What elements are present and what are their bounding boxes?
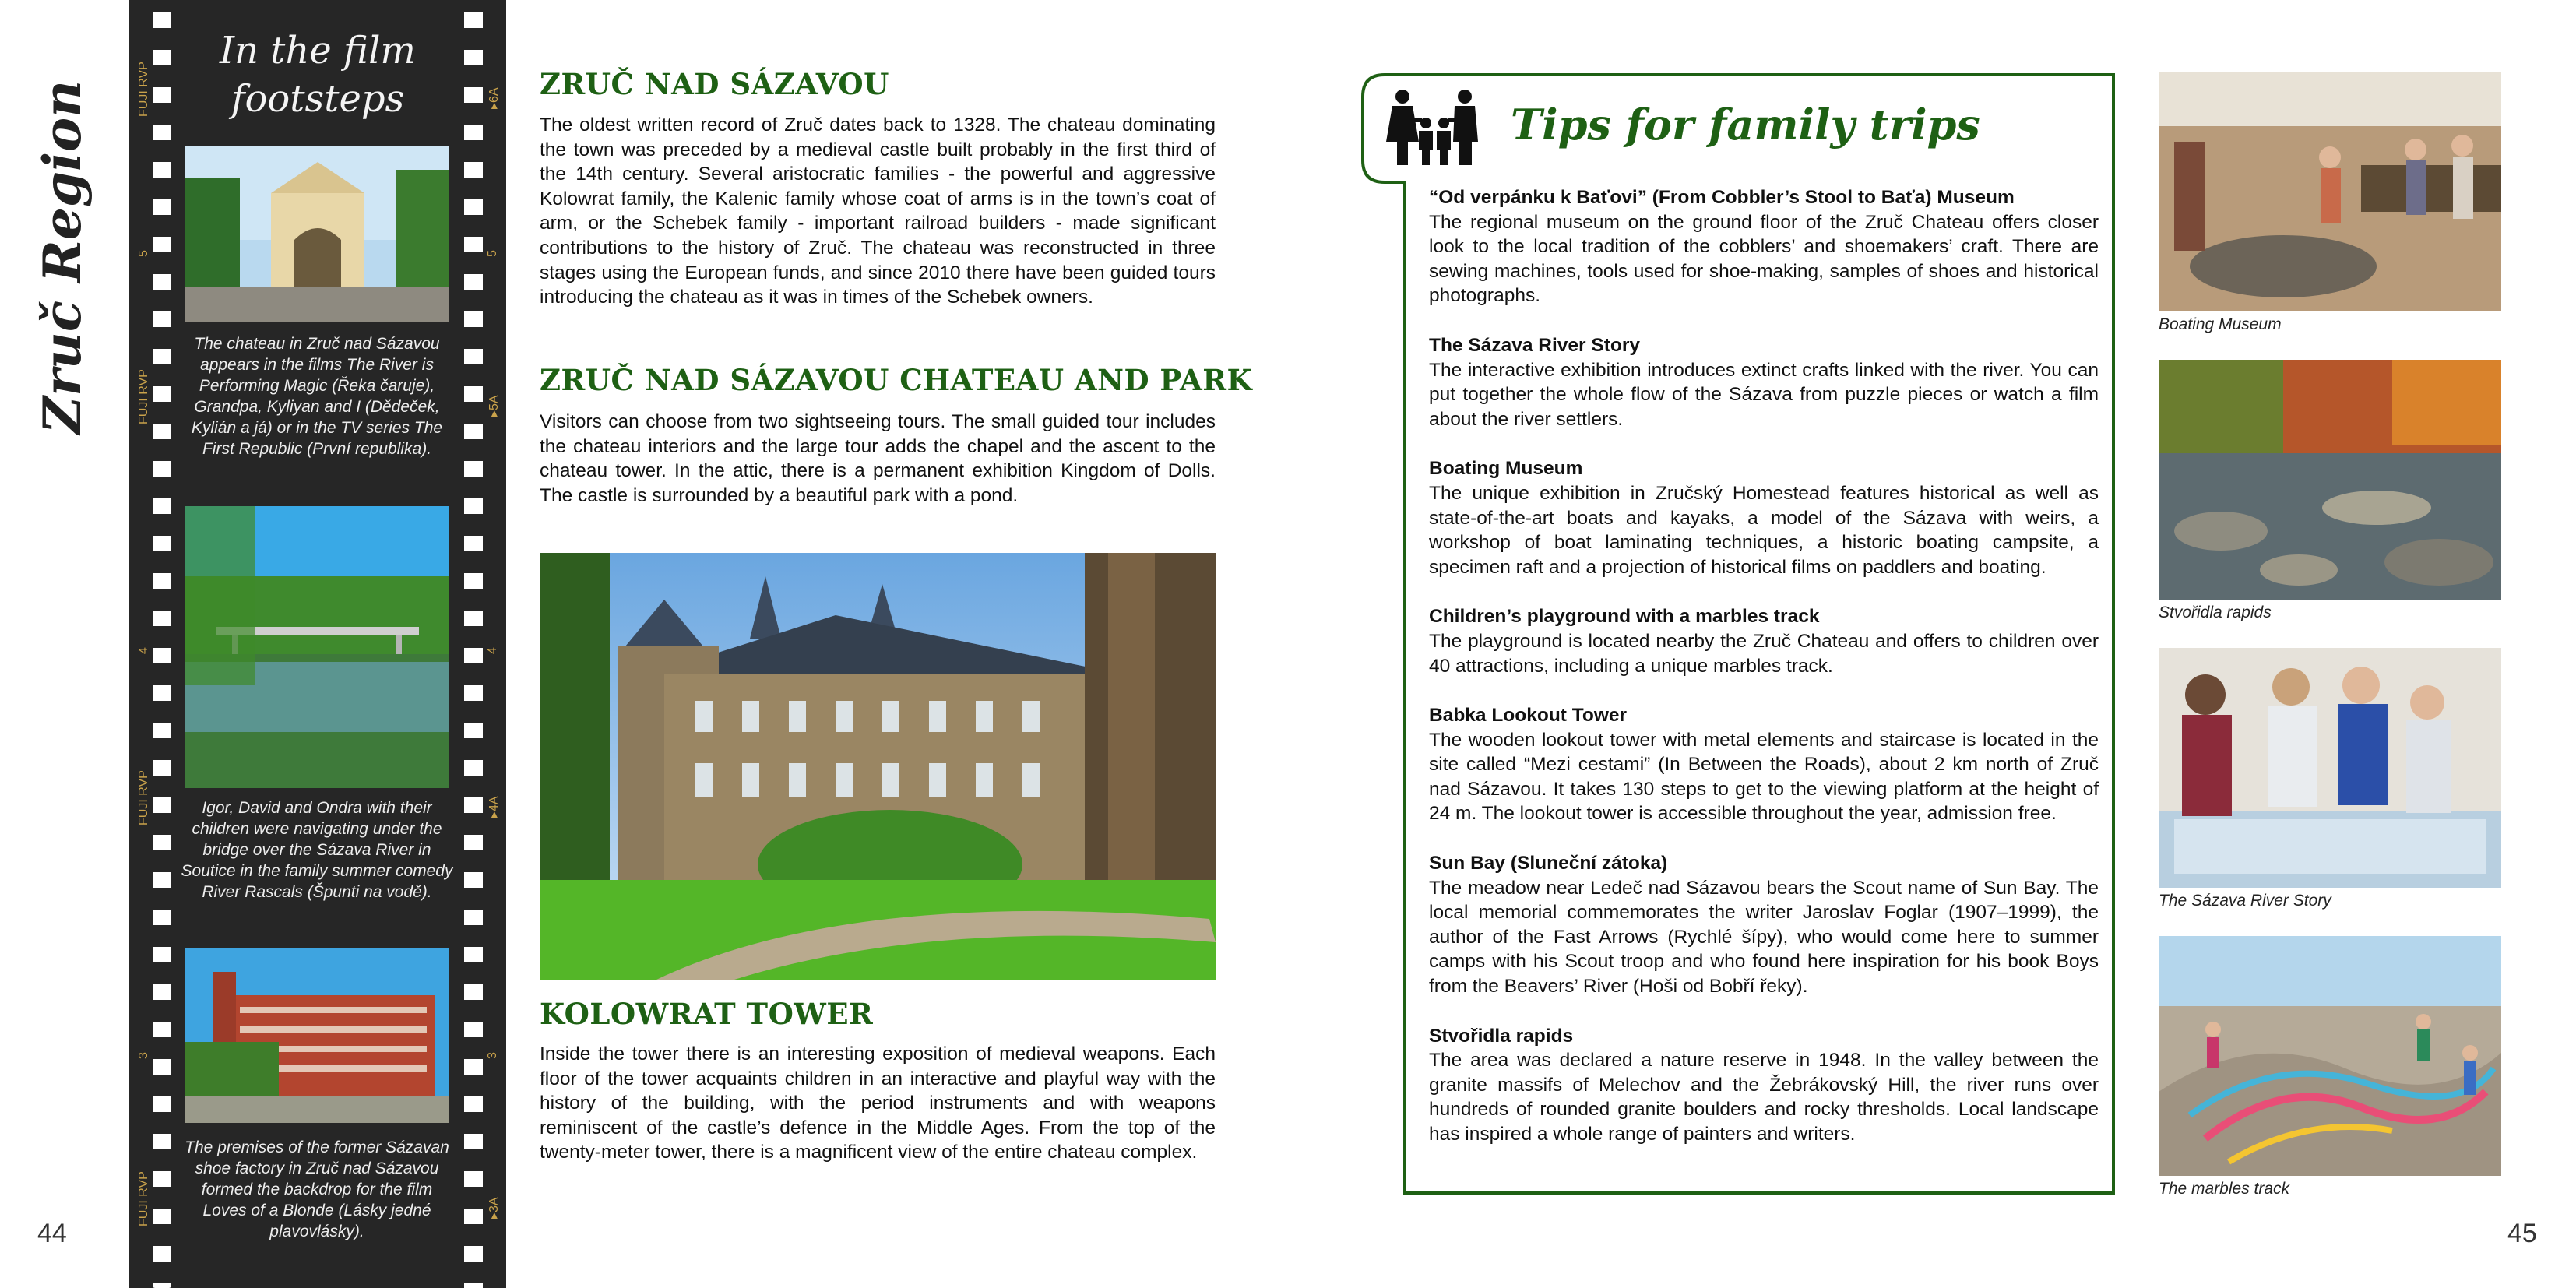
tip-item bbox=[1429, 851, 2099, 999]
tip-item bbox=[1429, 456, 2099, 579]
film-photo-shoe-factory bbox=[185, 948, 449, 1123]
tip-title: Sun Bay (Sluneční zátoka) bbox=[1429, 853, 1668, 875]
film-mark: FUJI RVP bbox=[137, 62, 150, 117]
tip-item bbox=[1429, 185, 2099, 308]
page-number-left: 44 bbox=[37, 1219, 67, 1248]
region-title: Zruč Region bbox=[32, 79, 93, 435]
tip-title: “Od verpánku k Baťovi” (From Cobbler’s Stool to Baťa) Museum bbox=[1429, 187, 2015, 208]
film-sprocket-holes-left bbox=[153, 0, 171, 1288]
film-mark: ▸3A bbox=[487, 1197, 501, 1219]
chateau-photo bbox=[540, 553, 1216, 980]
film-mark: ▸4A bbox=[487, 796, 501, 818]
film-mark: 4 bbox=[137, 647, 150, 654]
tip-text: The interactive exhibition introduces extinct crafts linked with the river. You can put together the whole flow of the Sázava from puzzle pieces or watch a film about the river settlers. bbox=[1429, 359, 2099, 430]
film-strip bbox=[129, 0, 506, 1288]
film-photo-chateau-gate bbox=[185, 146, 449, 322]
section-text-kolowrat: Inside the tower there is an interesting exposition of medieval weapons. Each floor of the tower acquaints children in an interactive and playful way with the history of the building, with the period instruments and with weapons reminiscent of the castle’s defence in the Middle Ages. From the top of the twenty-meter tower, there is a magnificent view of the entire chateau complex. bbox=[540, 1043, 1216, 1163]
photo-marbles-track bbox=[2159, 936, 2501, 1176]
tip-title: Stvořidla rapids bbox=[1429, 1025, 1574, 1047]
photo-caption-4: The marbles track bbox=[2159, 1180, 2290, 1198]
tip-text: The meadow near Ledeč nad Sázavou bears the Scout name of Sun Bay. The local memorial commemorates the writer Jaroslav Foglar (1907–1999), the author of the Fast Arrows (Rychlé šípy), who would come here to summer camps with his Scout troop and who found here inspiration for his book Boys from the Beavers’ River (Hoši od Bobří řeky). bbox=[1429, 877, 2099, 998]
photo-sazava-river-story bbox=[2159, 648, 2501, 888]
tip-text: The area was declared a nature reserve in 1948. In the valley between the granite massifs of Melechov and the Žebrákovský Hill, the river runs over hundreds of rounded granite boulders and rocky thresholds. Local landscape has inspired a whole range of painters and writers. bbox=[1429, 1050, 2099, 1145]
tips-title: Tips for family trips bbox=[1511, 100, 1980, 150]
section-heading-chateau-park: ZRUČ NAD SÁZAVOU CHATEAU AND PARK bbox=[540, 363, 1253, 397]
tip-text: The unique exhibition in Zručský Homestead features historical as well as state-of-the-art boats and kayaks, a model of the Sázava with weirs, a workshop of boat laminating techniques, a historic boating campsite, a specimen raft and a projection of historical films on paddlers and boating. bbox=[1429, 482, 2099, 578]
film-mark: ▸5A bbox=[487, 395, 501, 417]
tip-title: Babka Lookout Tower bbox=[1429, 705, 1628, 727]
tip-title: Children’s playground with a marbles track bbox=[1429, 606, 1820, 628]
film-mark: 5 bbox=[137, 250, 150, 257]
film-photo-river-bridge bbox=[185, 506, 449, 788]
film-mark: FUJI RVP bbox=[137, 369, 150, 424]
film-mark: 3 bbox=[137, 1052, 150, 1059]
tip-item bbox=[1429, 333, 2099, 431]
film-mark: 5 bbox=[486, 250, 499, 257]
tip-text: The playground is located nearby the Zruč Chateau and offers to children over 40 attractions, including a unique marbles track. bbox=[1429, 630, 2099, 677]
photo-stvoridla-rapids bbox=[2159, 360, 2501, 600]
section-heading-kolowrat: KOLOWRAT TOWER bbox=[540, 997, 874, 1031]
section-text-zruc: The oldest written record of Zruč dates back to 1328. The chateau dominating the town was preceded by a medieval castle built probably in the first third of the 14th century. Several aristocratic families - the powerful and aggressive Kolowrat family, the Kalenic family whose coat of arms is in the town’s coat of arm, or the Schebek family - important railroad builders - made significant contributions to the history of Zruč. The chateau was reconstructed in three stages using the European funds, and since 2010 there have been guided tours introducing the chateau as it was in times of the Schebek owners. bbox=[540, 114, 1216, 308]
film-title: In the film footsteps bbox=[220, 29, 416, 121]
tip-title: Boating Museum bbox=[1429, 458, 1583, 480]
film-caption-3: The premises of the former Sázavan shoe factory in Zruč nad Sázavou formed the backdrop for the film Loves of a Blonde (Lásky jedné plavovlásky). bbox=[185, 1138, 449, 1240]
photo-caption-1: Boating Museum bbox=[2159, 315, 2282, 333]
photo-boating-museum bbox=[2159, 72, 2501, 311]
film-mark: 4 bbox=[486, 647, 499, 654]
section-heading-zruc: ZRUČ NAD SÁZAVOU bbox=[540, 67, 889, 101]
photo-caption-2: Stvořidla rapids bbox=[2159, 604, 2272, 621]
section-text-chateau-park: Visitors can choose from two sightseeing tours. The small guided tour includes the chateau interiors and the large tour adds the chapel and the ascent to the chateau tower. In the attic, there is a permanent exhibition Kingdom of Dolls. The castle is surrounded by a beautiful park with a pond. bbox=[540, 411, 1216, 506]
photo-caption-3: The Sázava River Story bbox=[2159, 892, 2331, 910]
tip-item bbox=[1429, 604, 2099, 678]
film-mark: FUJI RVP bbox=[137, 1171, 150, 1226]
film-mark: ▸6A bbox=[487, 87, 501, 109]
tip-title: The Sázava River Story bbox=[1429, 334, 1640, 356]
tip-item bbox=[1429, 1024, 2099, 1147]
film-mark: 3 bbox=[486, 1052, 499, 1059]
tips-list bbox=[1429, 185, 2099, 1172]
tip-item bbox=[1429, 703, 2099, 826]
film-sprocket-holes-right bbox=[464, 0, 483, 1288]
film-caption-1: The chateau in Zruč nad Sázavou appears in the films The River is Performing Magic (Řeka čaruje), Grandpa, Kyliyan and I (Dědeček, Kylián a já) or in the TV series The First Republic (První republika). bbox=[191, 335, 443, 458]
tip-text: The regional museum on the ground floor of the Zruč Chateau offers closer look to the local tradition of the cobblers’ and shoemakers’ craft. There are sewing machines, tools used for shoe-making, samples of shoes and historical photographs. bbox=[1429, 211, 2099, 307]
film-mark: FUJI RVP bbox=[137, 770, 150, 825]
film-caption-2: Igor, David and Ondra with their children were navigating under the bridge over the Sázava River in Soutice in the family summer comedy River Rascals (Špunti na vodě). bbox=[181, 799, 453, 901]
family-icon bbox=[1383, 87, 1484, 165]
tip-text: The wooden lookout tower with metal elements and staircase is located in the site called “Mezi cestami” (In Between the Roads), about 2 km north of Zruč nad Sázavou. It takes 130 steps to get to the viewing platform at the height of 24 m. The lookout tower is accessible throughout the year, admission free. bbox=[1429, 729, 2099, 825]
page-number-right: 45 bbox=[2507, 1219, 2537, 1248]
